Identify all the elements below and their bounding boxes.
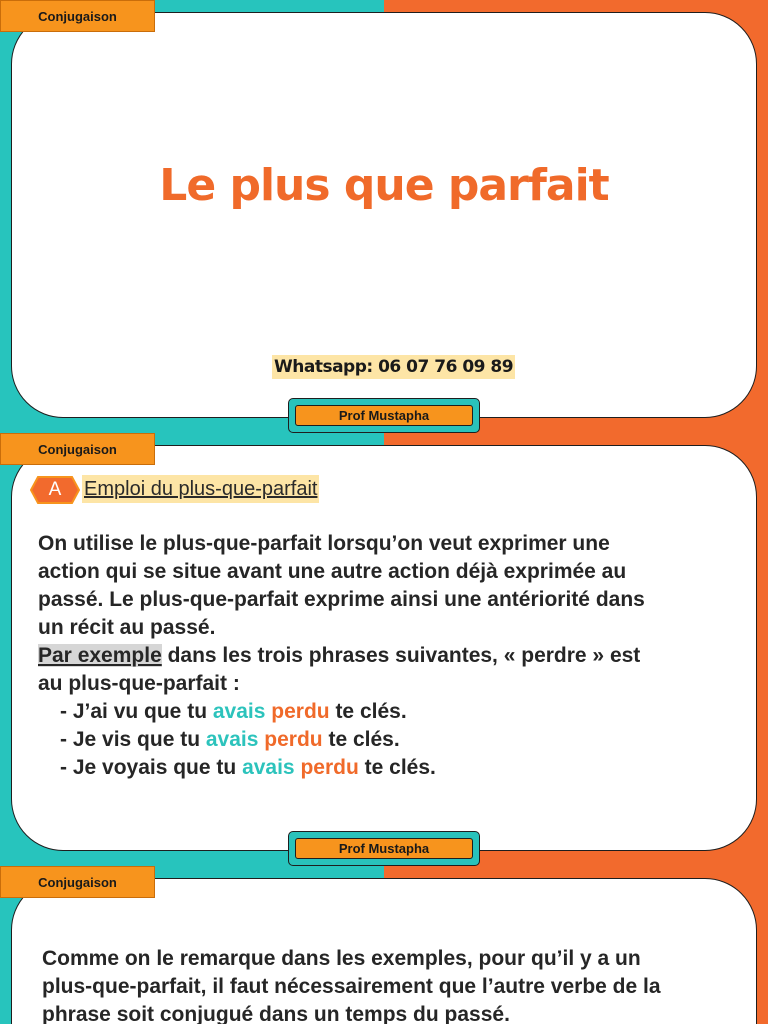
- example-auxiliary: avais: [212, 700, 266, 723]
- example-sentence: [38, 754, 738, 782]
- slide-emploi: [0, 433, 768, 866]
- example-auxiliary: avais: [242, 756, 295, 779]
- example-participle: perdu: [300, 756, 359, 779]
- example-participle: perdu: [264, 728, 323, 751]
- example-intro-rest: dans les trois phrases suivantes, « perdre » est: [161, 644, 641, 667]
- text-line: Comme on le remarque dans les exemples, pour qu’il y a un: [42, 947, 641, 970]
- example-participle: perdu: [271, 700, 330, 723]
- example-sentence: [38, 726, 738, 754]
- text-line: un récit au passé.: [38, 616, 216, 639]
- text-line: On utilise le plus-que-parfait lorsqu’on veut exprimer une: [38, 532, 610, 555]
- slide-remarque: [0, 866, 768, 1024]
- whatsapp-contact: Whatsapp: 06 07 76 09 89: [274, 357, 514, 377]
- author-footer: Prof Mustapha: [295, 405, 473, 426]
- text-line: passé. Le plus-que-parfait exprime ainsi une antériorité dans: [38, 588, 645, 611]
- remark-text: [42, 945, 742, 1024]
- section-badge-letter: A: [48, 479, 62, 500]
- example-before: - Je voyais que tu: [60, 756, 243, 779]
- example-after: te clés.: [329, 700, 407, 723]
- page-title: Le plus que parfait: [159, 160, 609, 211]
- section-heading: Emploi du plus-que-parfait: [82, 475, 319, 503]
- example-label: Par exemple: [38, 644, 162, 667]
- example-before: - Je vis que tu: [60, 728, 206, 751]
- category-tag: Conjugaison: [0, 433, 155, 465]
- explanation-text: [38, 530, 738, 782]
- example-after: te clés.: [358, 756, 436, 779]
- slide-title: [0, 0, 768, 433]
- text-line: action qui se situe avant une autre action déjà exprimée au: [38, 560, 627, 583]
- example-sentence: [38, 698, 738, 726]
- text-line: phrase soit conjugué dans un temps du passé.: [42, 1003, 510, 1024]
- example-before: - J’ai vu que tu: [60, 700, 213, 723]
- example-intro: [38, 642, 738, 670]
- text-line: plus-que-parfait, il faut nécessairement que l’autre verbe de la: [42, 975, 661, 998]
- text-line: au plus-que-parfait :: [38, 672, 240, 695]
- category-tag: Conjugaison: [0, 0, 155, 32]
- author-footer: Prof Mustapha: [295, 838, 473, 859]
- category-tag: Conjugaison: [0, 866, 155, 898]
- example-after: te clés.: [322, 728, 400, 751]
- example-auxiliary: avais: [205, 728, 259, 751]
